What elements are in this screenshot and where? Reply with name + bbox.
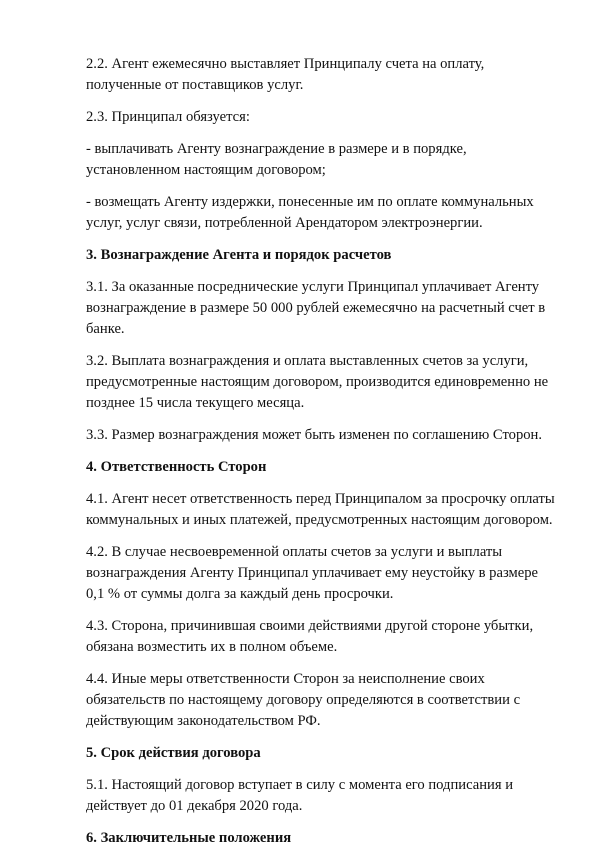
clause-3-1: 3.1. За оказанные посреднические услуги Принципал уплачивает Агенту вознаграждение в размере 50 000 рублей ежемесячно на расчетный счет в банке. bbox=[86, 279, 546, 337]
clause-3-3: 3.3. Размер вознаграждения может быть изменен по соглашению Сторон. bbox=[86, 427, 543, 443]
clause-4-1: 4.1. Агент несет ответственность перед Принципалом за просрочку оплаты коммунальных и иных платежей, предусмотренных настоящим договором. bbox=[86, 491, 555, 528]
clause-3-2: 3.2. Выплата вознаграждения и оплата выставленных счетов за услуги, предусмотренные настоящим договором, производится единовременно не позднее 15 числа текущего месяца. bbox=[86, 353, 549, 411]
clause-2-2: 2.2. Агент ежемесячно выставляет Принципалу счета на оплату, полученные от поставщиков услуг. bbox=[86, 56, 485, 93]
document-page bbox=[86, 54, 556, 860]
clause-5-1: 5.1. Настоящий договор вступает в силу с момента его подписания и действует до 01 декабря 2020 года. bbox=[86, 777, 514, 814]
section-4-heading: 4. Ответственность Сторон bbox=[86, 459, 267, 475]
clause-2-3-item-b: - возмещать Агенту издержки, понесенные им по оплате коммунальных услуг, услуг связи, потребленной Арендатором электроэнергии. bbox=[86, 194, 534, 231]
clause-4-3: 4.3. Сторона, причинившая своими действиями другой стороне убытки, обязана возместить их в полном объеме. bbox=[86, 618, 534, 655]
section-5-heading: 5. Срок действия договора bbox=[86, 745, 261, 761]
section-3-heading: 3. Вознаграждение Агента и порядок расчетов bbox=[86, 247, 392, 263]
clause-2-3: 2.3. Принципал обязуется: bbox=[86, 109, 250, 125]
clause-4-2: 4.2. В случае несвоевременной оплаты счетов за услуги и выплаты вознаграждения Агенту Принципал уплачивает ему неустойку в размере 0,1 % от суммы долга за каждый день просрочки. bbox=[86, 544, 538, 602]
section-6-heading: 6. Заключительные положения bbox=[86, 830, 292, 846]
clause-2-3-item-a: - выплачивать Агенту вознаграждение в размере и в порядке, установленном настоящим договором; bbox=[86, 141, 467, 178]
clause-4-4: 4.4. Иные меры ответственности Сторон за неисполнение своих обязательств по настоящему договору определяются в соответствии с действующим законодательством РФ. bbox=[86, 671, 521, 729]
